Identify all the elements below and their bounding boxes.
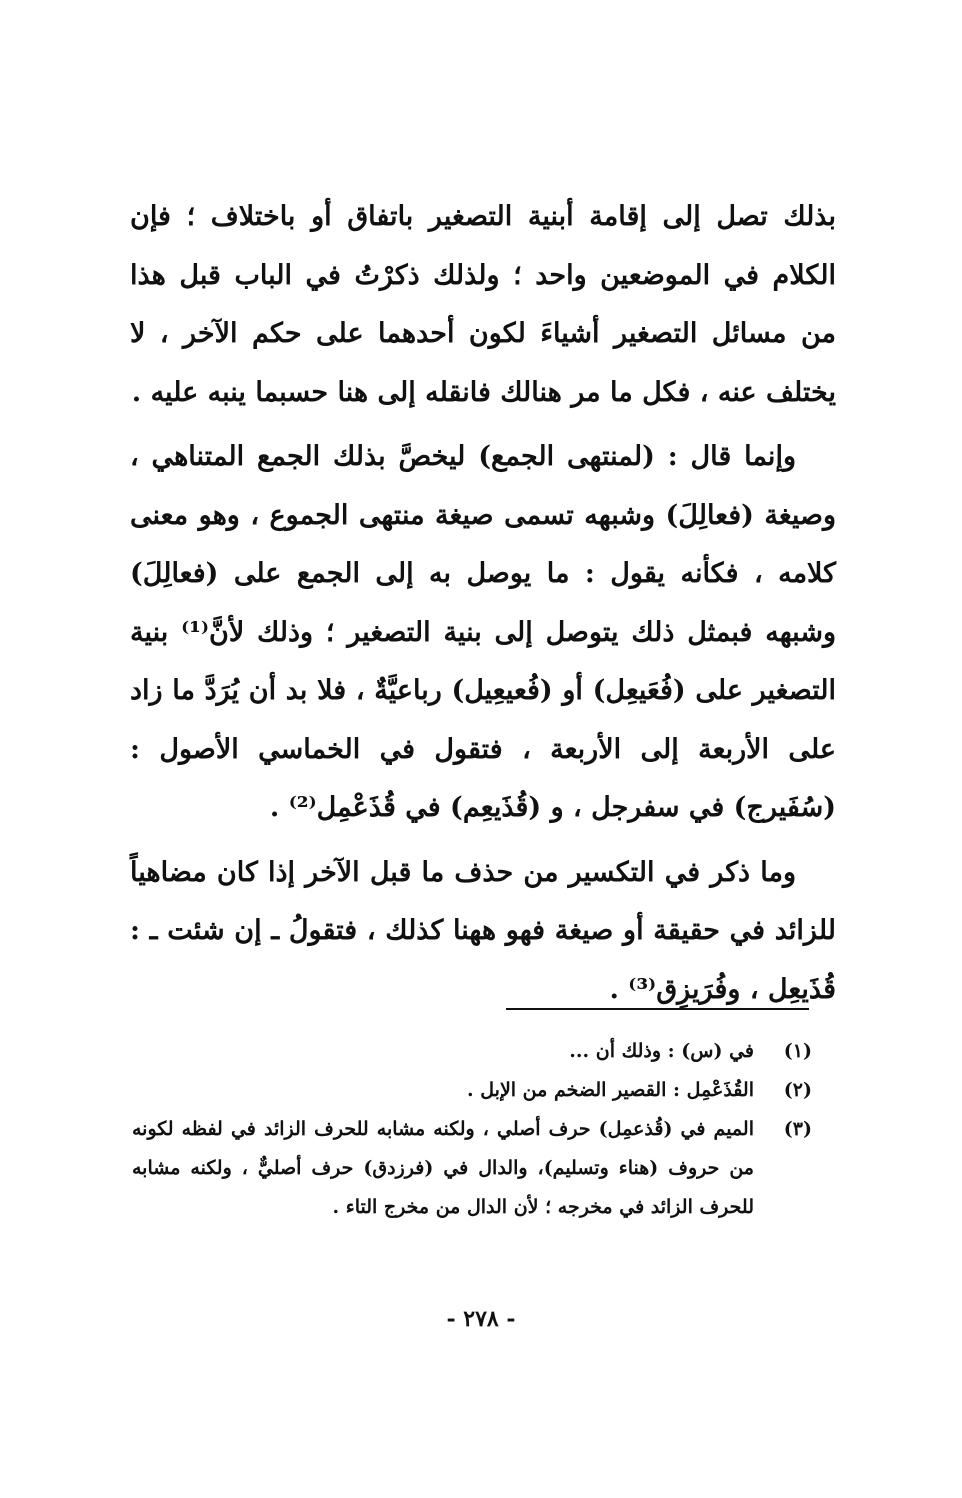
footnote-3 (132, 1110, 812, 1227)
paragraph-2: وإنما قال : (لمنتهى الجمع) ليخصَّ بذلك الجمع المتناهي ، وصيغة (فعالِلَ) وشبهه تسمى صيغة منتهى الجموع ، وهو معنى كلامه ، فكأنه يقول : ما يوصل به إلى الجمع على (فعالِلَ) وشبهه فبمثل ذلك يتوصل إلى بنية التصغير ؛ وذلك لأنَّ⁽¹⁾ بنية التصغير على (فُعَيعِل) أو (فُعيعِيل) رباعيَّةٌ ، فلا بد أن يُرَدَّ ما زاد على الأربعة إلى الأربعة ، فتقول في الخماسي الأصول : (سُفَيرج) في سفرجل ، و (قُذَيعِم) في قُذَعْمِل⁽²⁾ . (130, 441, 836, 823)
footnote-number: (٢) (783, 1079, 812, 1101)
footnote-number: (١) (783, 1040, 812, 1062)
paragraph-1: بذلك تصل إلى إقامة أبنية التصغير باتفاق أو باختلاف ؛ فإن الكلام في الموضعين واحد ؛ ولذلك ذكرْتُ في الباب قبل هذا من مسائل التصغير أشياءَ لكون أحدهما على حكم الآخر ، لا يختلف عنه ، فكل ما مر هنالك فانقله إلى هنا حسبما ينبه عليه . (130, 201, 836, 408)
footnote-2 (132, 1071, 812, 1110)
main-text (130, 188, 836, 1019)
footnote-text: الميم في (قُذعمِل) حرف أصلي ، ولكنه مشابه للحرف الزائد في لفظه لكونه من حروف (هناء وتسليم)، والدال في (فرزدق) حرف أصليٌّ ، ولكنه مشابه للحرف الزائد في مخرجه ؛ لأن الدال من مخرج التاء . (132, 1118, 754, 1218)
footnote-1 (132, 1032, 812, 1071)
footnotes (132, 1032, 812, 1227)
footnote-text: في (س) : وذلك أن ... (569, 1040, 754, 1062)
footnote-number: (٣) (783, 1118, 812, 1140)
footnote-text: القُذَعْمِل : القصير الضخم من الإبل . (467, 1079, 754, 1101)
footnote-separator (506, 1008, 809, 1010)
paragraph-3: وما ذكر في التكسير من حذف ما قبل الآخر إذا كان مضاهياً للزائد في حقيقة أو صيغة فهو ههنا كذلك ، فتقولُ ـ إن شئت ـ : قُذَيعِل ، وفُرَيزِق⁽³⁾ . (130, 856, 836, 1005)
page-number: - ٢٧٨ - (446, 1306, 516, 1332)
